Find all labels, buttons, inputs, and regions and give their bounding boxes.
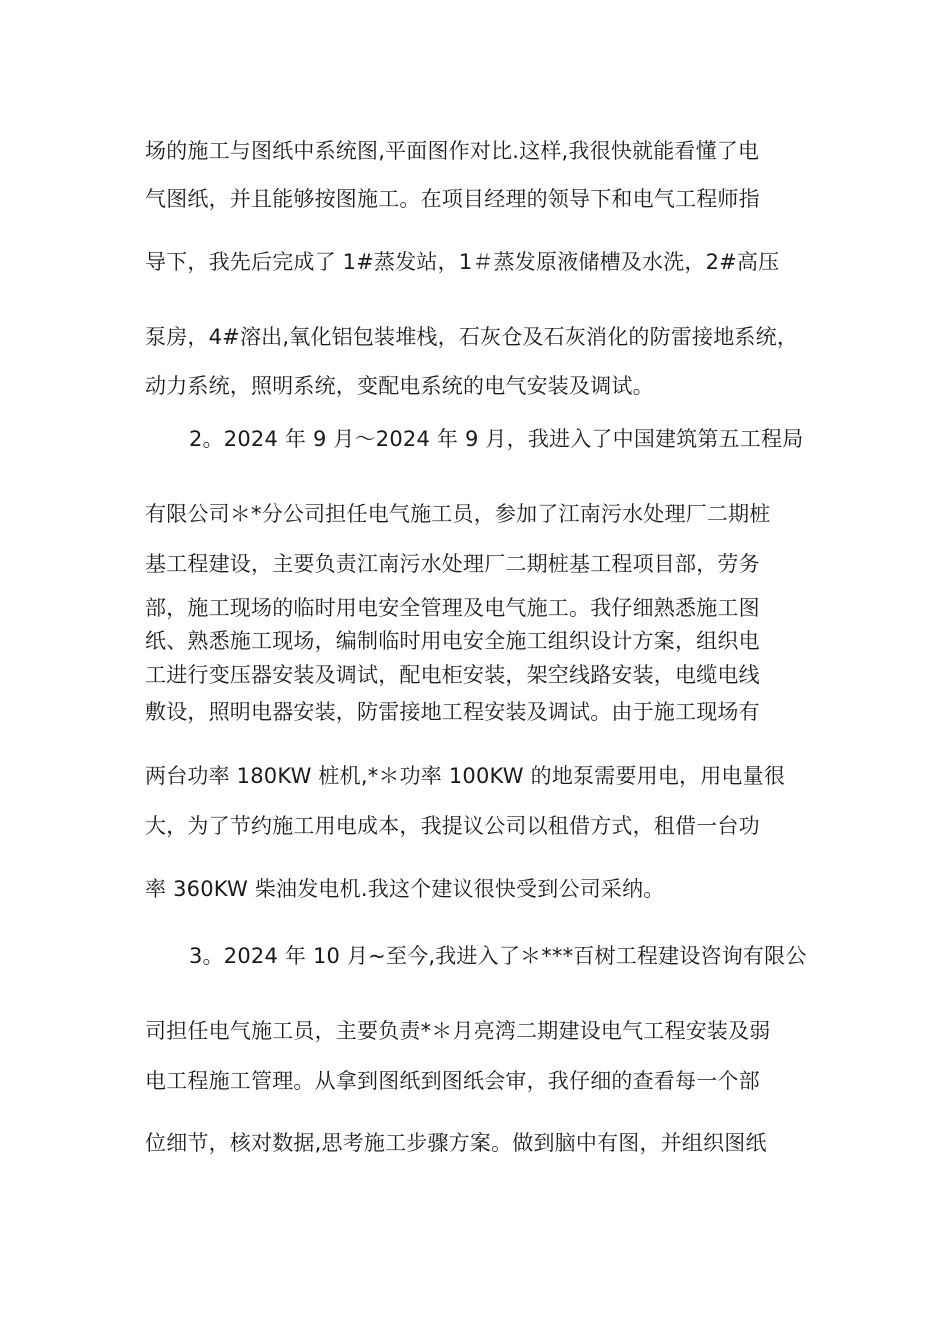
text-line: 率 360KW 柴油发电机.我这个建议很快受到公司采纳。 [145, 877, 665, 901]
text-line: 位细节，核对数据,思考施工步骤方案。做到脑中有图，并组织图纸 [145, 1131, 767, 1155]
text-line: 大，为了节约施工用电成本，我提议公司以租借方式，租借一台功 [145, 814, 760, 838]
text-line: 敷设，照明电器安装，防雷接地工程安装及调试。由于施工现场有 [145, 700, 760, 724]
text-line: 工进行变压器安装及调试，配电柜安装，架空线路安装，电缆电线 [145, 663, 760, 687]
text-line: 场的施工与图纸中系统图,平面图作对比.这样,我很快就能看懂了电 [145, 139, 760, 163]
text-line: 动力系统，照明系统，变配电系统的电气安装及调试。 [145, 374, 654, 398]
text-line: 有限公司＊*分公司担任电气施工员，参加了江南污水处理厂二期桩 [145, 502, 771, 526]
text-line: 泵房，4#溶出,氧化铝包装堆栈，石灰仓及石灰消化的防雷接地系统， [145, 325, 799, 349]
text-line: 导下，我先后完成了 1#蒸发站，1＃蒸发原液储槽及水洗，2#高压 [145, 250, 780, 274]
paragraph-start-line: 2。2024 年 9 月～2024 年 9 月，我进入了中国建筑第五工程局 [189, 427, 804, 451]
text-line: 部，施工现场的临时用电安全管理及电气施工。我仔细熟悉施工图 [145, 596, 760, 620]
text-line: 电工程施工管理。从拿到图纸到图纸会审，我仔细的查看每一个部 [145, 1069, 760, 1093]
text-line: 基工程建设，主要负责江南污水处理厂二期桩基工程项目部，劳务 [145, 552, 760, 576]
text-line: 两台功率 180KW 桩机,*＊功率 100KW 的地泵需要用电，用电量很 [145, 764, 786, 788]
text-line: 气图纸，并且能够按图施工。在项目经理的领导下和电气工程师指 [145, 187, 760, 211]
text-line: 纸、熟悉施工现场，编制临时用电安全施工组织设计方案，组织电 [145, 629, 760, 653]
text-line: 司担任电气施工员，主要负责*＊月亮湾二期建设电气工程安装及弱 [145, 1019, 771, 1043]
paragraph-start-line: 3。2024 年 10 月~至今,我进入了＊***百树工程建设咨询有限公 [189, 944, 807, 968]
